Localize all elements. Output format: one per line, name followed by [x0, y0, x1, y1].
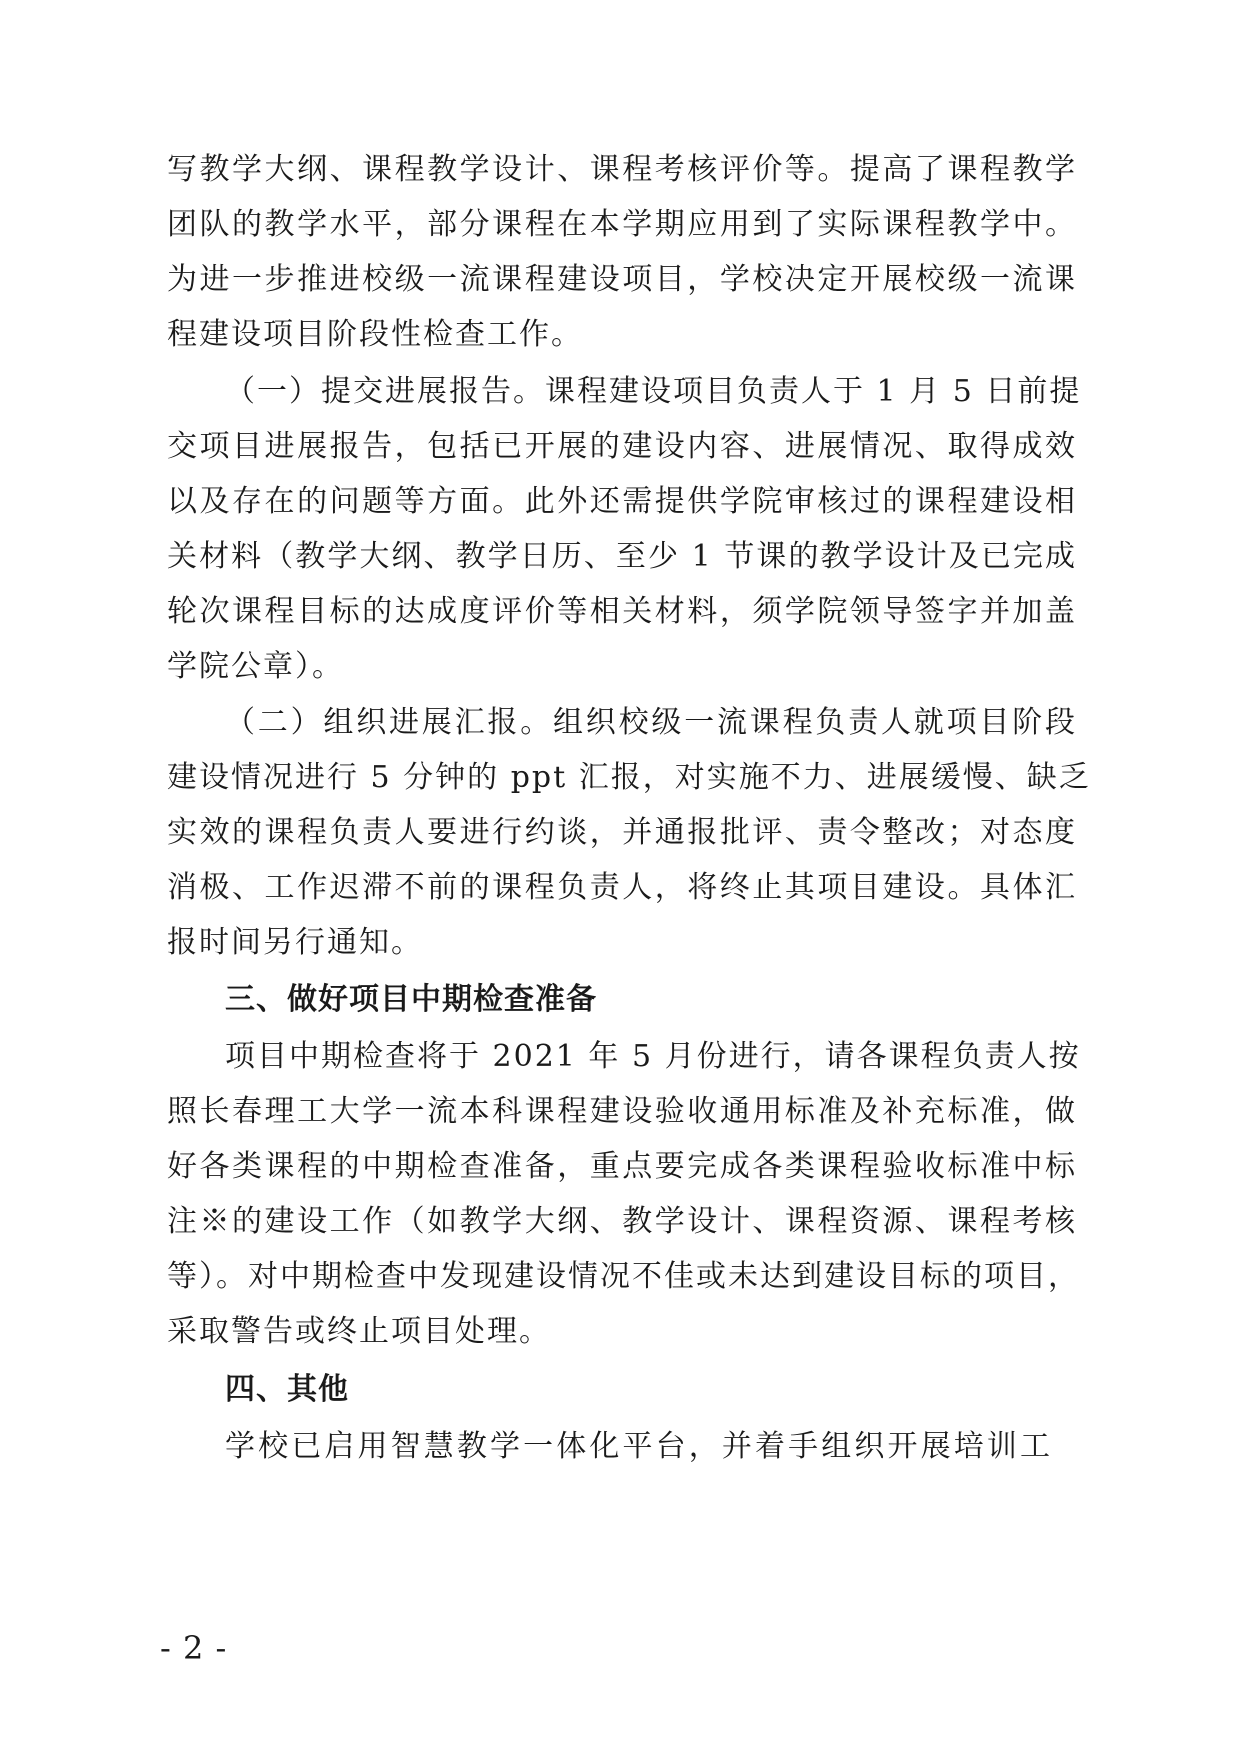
section-3-line: 项目中期检查将于 2021 年 5 月份进行，请各课程负责人按: [225, 1039, 1081, 1074]
section-3-line: 好各类课程的中期检查准备，重点要完成各类课程验收标准中标: [167, 1149, 1077, 1184]
paragraph-line: 团队的教学水平，部分课程在本学期应用到了实际课程教学中。: [167, 207, 1077, 242]
section-2-line: （二）组织进展汇报。组织校级一流课程负责人就项目阶段: [225, 705, 1077, 740]
section-1-line: 以及存在的问题等方面。此外还需提供学院审核过的课程建设相: [167, 484, 1077, 519]
section-3-line: 照长春理工大学一流本科课程建设验收通用标准及补充标准，做: [167, 1094, 1077, 1129]
section-2-line: 消极、工作迟滞不前的课程负责人，将终止其项目建设。具体汇: [167, 870, 1077, 905]
section-4-line: 学校已启用智慧教学一体化平台，并着手组织开展培训工: [225, 1429, 1052, 1464]
section-2-line: 报时间另行通知。: [167, 925, 423, 960]
section-1-line: 轮次课程目标的达成度评价等相关材料，须学院领导签字并加盖: [167, 594, 1077, 629]
heading-other: 四、其他: [225, 1372, 349, 1407]
section-2-line: 实效的课程负责人要进行约谈，并通报批评、责令整改；对态度: [167, 815, 1077, 850]
section-1-line: 交项目进展报告，包括已开展的建设内容、进展情况、取得成效: [167, 429, 1077, 464]
paragraph-line: 为进一步推进校级一流课程建设项目，学校决定开展校级一流课: [167, 262, 1077, 297]
paragraph-line: 写教学大纲、课程教学设计、课程考核评价等。提高了课程教学: [167, 152, 1077, 187]
section-1-line: 学院公章）。: [167, 649, 344, 684]
section-3-line: 等）。对中期检查中发现建设情况不佳或未达到建设目标的项目，: [167, 1259, 1080, 1294]
section-3-line: 注※的建设工作（如教学大纲、教学设计、课程资源、课程考核: [167, 1204, 1077, 1239]
section-2-line: 建设情况进行 5 分钟的 ppt 汇报，对实施不力、进展缓慢、缺乏: [167, 760, 1091, 795]
heading-midterm-check: 三、做好项目中期检查准备: [225, 982, 597, 1017]
section-3-line: 采取警告或终止项目处理。: [167, 1314, 551, 1349]
section-1-line: 关材料（教学大纲、教学日历、至少 1 节课的教学设计及已完成: [167, 539, 1077, 574]
paragraph-line: 程建设项目阶段性检查工作。: [167, 317, 583, 352]
section-1-line: （一）提交进展报告。课程建设项目负责人于 1 月 5 日前提: [225, 374, 1082, 409]
page-number: - 2 -: [160, 1629, 228, 1667]
